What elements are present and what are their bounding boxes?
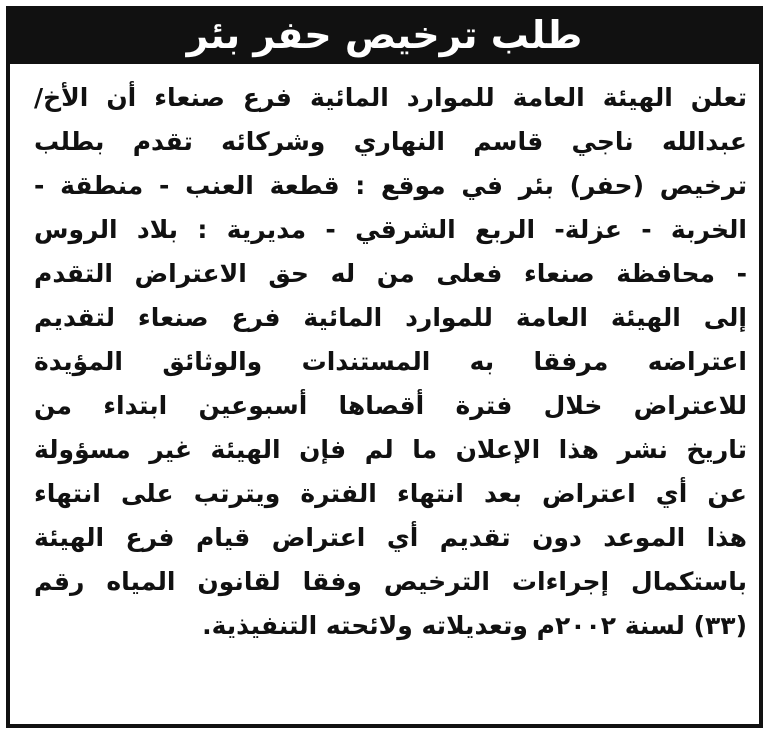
notice-line-6: إلى الهيئة العامة للموارد المائية فرع صنعاء لتقديم bbox=[34, 303, 747, 332]
notice-line-3: ترخيص (حفر) بئر في موقع : قطعة العنب - منطقة - bbox=[34, 171, 747, 200]
notice-line-12: باستكمال إجراءات الترخيص وفقا لقانون المياه رقم bbox=[34, 567, 747, 596]
notice-body bbox=[34, 76, 747, 712]
notice-line-2: عبدالله ناجي قاسم النهاري وشركائه تقدم بطلب bbox=[34, 127, 747, 156]
notice-line-7: اعتراضه مرفقا به المستندات والوثائق المؤيدة bbox=[34, 347, 747, 376]
notice-title: طلب ترخيص حفر بئر bbox=[186, 13, 583, 57]
notice-line-10: عن أي اعتراض بعد انتهاء الفترة ويترتب على انتهاء bbox=[34, 479, 747, 508]
notice-line-13: (٣٣) لسنة ٢٠٠٢م وتعديلاته ولائحته التنفيذية. bbox=[202, 611, 747, 640]
notice-line-5: - محافظة صنعاء فعلى من له حق الاعتراض التقدم bbox=[34, 259, 747, 288]
notice-line-1: تعلن الهيئة العامة للموارد المائية فرع صنعاء أن الأخ/ bbox=[34, 83, 747, 112]
notice-line-8: للاعتراض خلال فترة أقصاها أسبوعين ابتداء من bbox=[34, 391, 747, 420]
notice-line-11: هذا الموعد دون تقديم أي اعتراض قيام فرع الهيئة bbox=[34, 523, 747, 552]
notice-title-bar bbox=[6, 6, 763, 64]
notice-line-4: الخربة - عزلة- الربع الشرقي - مديرية : بلاد الروس bbox=[34, 215, 747, 244]
notice-line-9: تاريخ نشر هذا الإعلان ما لم فإن الهيئة غير مسؤولة bbox=[34, 435, 747, 464]
